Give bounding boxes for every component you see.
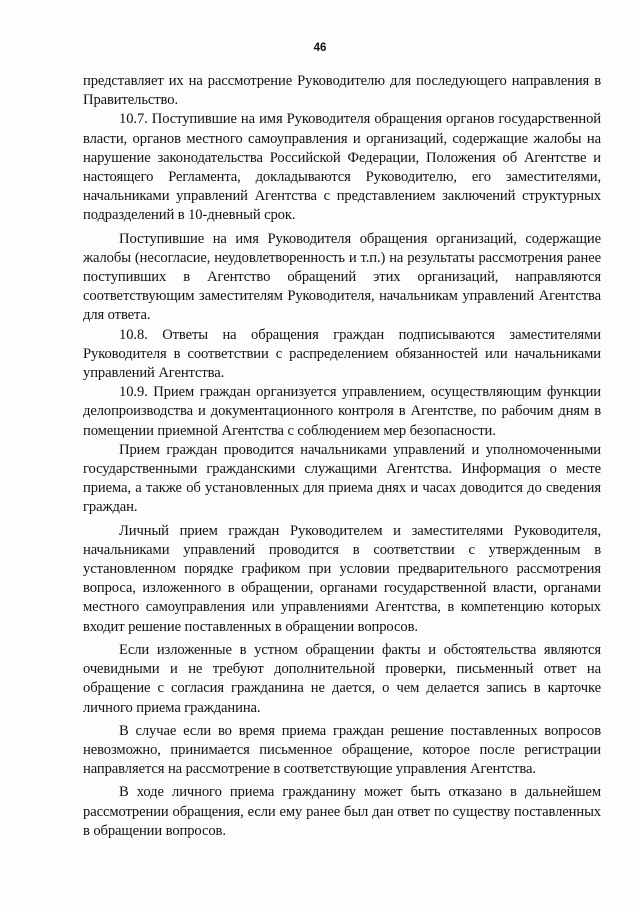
paragraph-refusal: В ходе личного приема гражданину может быть отказано в дальнейшем рассмотрении обращения, если ему ранее был дан ответ по существу поставленных в обращении вопросов. xyxy=(83,784,601,839)
paragraph-10-9: 10.9. Прием граждан организуется управлением, осуществляющим функции делопроизводства и документационного контроля в Агентстве, по рабочим дням в помещении приемной Агентства с соблюдением мер безопасности. xyxy=(83,384,601,439)
paragraph-organizations-complaints: Поступившие на имя Руководителя обращения организаций, содержащие жалобы (несогласие, неудовлетворенность и т.п.) на результаты рассмотрения ранее поступивших в Агентство обращений этих организаций, направляются соответствующим заместителям Руководителя, начальникам управлений Агентства для ответа. xyxy=(83,230,601,324)
paragraph-oral-appeal: Если изложенные в устном обращении факты и обстоятельства являются очевидными и не требуют дополнительной проверки, письменный ответ на обращение с согласия гражданина не дается, о чем делается запись в карточке личного приема гражданина. xyxy=(83,641,601,716)
paragraph-10-7: 10.7. Поступившие на имя Руководителя обращения органов государственной власти, органов местного самоуправления и организаций, содержащие жалобы на нарушение законодательства Российской Федерации, Положения об Агентстве и настоящего Регламента, докладываются Руководителю, его заместителями, начальниками управлений Агентства с представлением заключений структурных подразделений в 10-дневный срок. xyxy=(83,111,601,224)
document-body xyxy=(83,72,601,841)
paragraph-reception-officials: Прием граждан проводится начальниками управлений и уполномоченными государственными гражданскими служащими Агентства. Информация о месте приема, а также об установленных для приема днях и часах доводится до сведения граждан. xyxy=(83,441,601,516)
paragraph-10-8: 10.8. Ответы на обращения граждан подписываются заместителями Руководителя в соответствии с распределением обязанностей или начальниками управлений Агентства. xyxy=(83,326,601,382)
paragraph-written-appeal: В случае если во время приема граждан решение поставленных вопросов невозможно, принимается письменное обращение, которое после регистрации направляется на рассмотрение в соответствующие управления Агентства. xyxy=(83,722,601,778)
page-number: 46 xyxy=(313,42,327,54)
paragraph-personal-reception: Личный прием граждан Руководителем и заместителями Руководителя, начальниками управлений проводится в соответствии с утвержденным в установленном порядке графиком при условии предварительного рассмотрения вопроса, изложенного в обращении, органами государственной власти, органами местного самоуправления или управлениями Агентства, в компетенцию которых входит решение поставленных в обращении вопросов. xyxy=(83,522,601,635)
paragraph-continuation: представляет их на рассмотрение Руководителю для последующего направления в Правительство. xyxy=(83,73,601,109)
